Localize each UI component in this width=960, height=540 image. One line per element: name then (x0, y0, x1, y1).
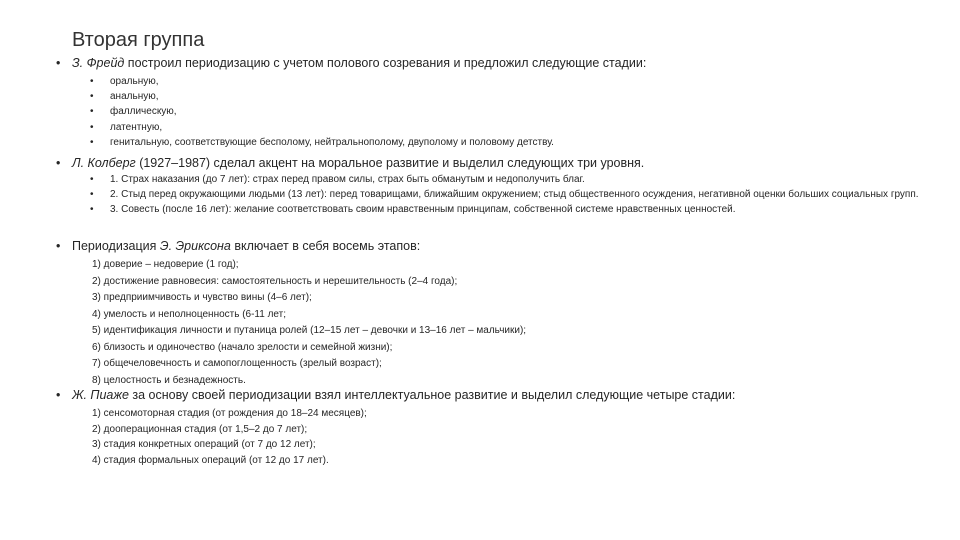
kohlberg-text: (1927–1987) сделал акцент на моральное развитие и выделил следующих три уровня. (135, 156, 645, 170)
list-item: 4) умелость и неполноценность (6-11 лет; (92, 308, 287, 320)
kohlberg-section (56, 155, 920, 217)
list-item: 1) доверие – недоверие (1 год); (92, 259, 239, 270)
list-item: 7) общечеловечность и самопоглощенность (зрелый возраст); (92, 358, 382, 369)
erikson-name: Э. Эриксона (159, 239, 231, 253)
list-item: • 3. Совесть (после 16 лет): желание соответствовать своим нравственным принципам, собственной системе нравственных ценностей. (56, 204, 920, 217)
freud-heading (56, 55, 920, 72)
list-item: 3) предприимчивость и чувство вины (4–6 лет); (92, 292, 312, 303)
list-item: 8) целостность и безнадежность. (92, 374, 246, 386)
kohlberg-heading (56, 155, 920, 172)
list-item: 4) стадия формальных операций (от 12 до 17 лет). (92, 454, 329, 466)
freud-name: З. Фрейд (72, 56, 125, 70)
list-item: 2) достижение равновесия: самостоятельность и нерешительность (2–4 года); (92, 275, 458, 287)
erikson-text: включает в себя восемь этапов: (230, 239, 421, 253)
list-item: • латентную, (56, 120, 920, 135)
slide-title: Вторая группа (72, 29, 205, 51)
piaget-text: за основу своей периодизации взял интеллектуальное развитие и выделил следующие четыре стадии: (128, 388, 736, 402)
list-item: • 2. Стыд перед окружающими людьми (13 лет): перед товарищами, ближайшим окружением; стыд общественного осуждения, негативной оценки больших социальных групп. (56, 189, 920, 202)
piaget-name: Ж. Пиаже (72, 388, 129, 402)
list-item: 3) стадия конкретных операций (от 7 до 12 лет); (92, 439, 316, 451)
list-item: • анальную, (56, 89, 920, 104)
list-item: • оральную, (56, 74, 920, 89)
freud-section (56, 55, 920, 150)
erikson-heading (56, 238, 920, 255)
erikson-stages-list (56, 257, 920, 389)
kohlberg-name: Л. Колберг (72, 156, 136, 170)
list-item: 6) близость и одиночество (начало зрелости и семейной жизни); (92, 341, 393, 353)
kohlberg-levels-list (56, 174, 920, 217)
list-item: • 1. Страх наказания (до 7 лет): страх перед правом силы, страх быть обманутым и недополучить благ. (56, 174, 920, 187)
freud-stages-list (56, 74, 920, 150)
list-item: 1) сенсомоторная стадия (от рождения до 18–24 месяцев); (92, 408, 367, 419)
list-item: 2) дооперационная стадия (от 1,5–2 до 7 лет); (92, 423, 308, 435)
piaget-stages-list (56, 406, 920, 468)
freud-text: построил периодизацию с учетом полового созревания и предложил следующие стадии: (124, 56, 647, 70)
list-item: • фаллическую, (56, 104, 920, 119)
erikson-section (56, 238, 920, 389)
piaget-heading (56, 387, 920, 404)
erikson-prefix: Периодизация (72, 239, 160, 253)
piaget-section (56, 387, 920, 468)
list-item: 5) идентификация личности и путаница ролей (12–15 лет – девочки и 13–16 лет – мальчики); (92, 325, 527, 336)
list-item: • генитальную, соответствующие бесполому, нейтральнополому, двуполому и половому детству. (56, 135, 920, 150)
